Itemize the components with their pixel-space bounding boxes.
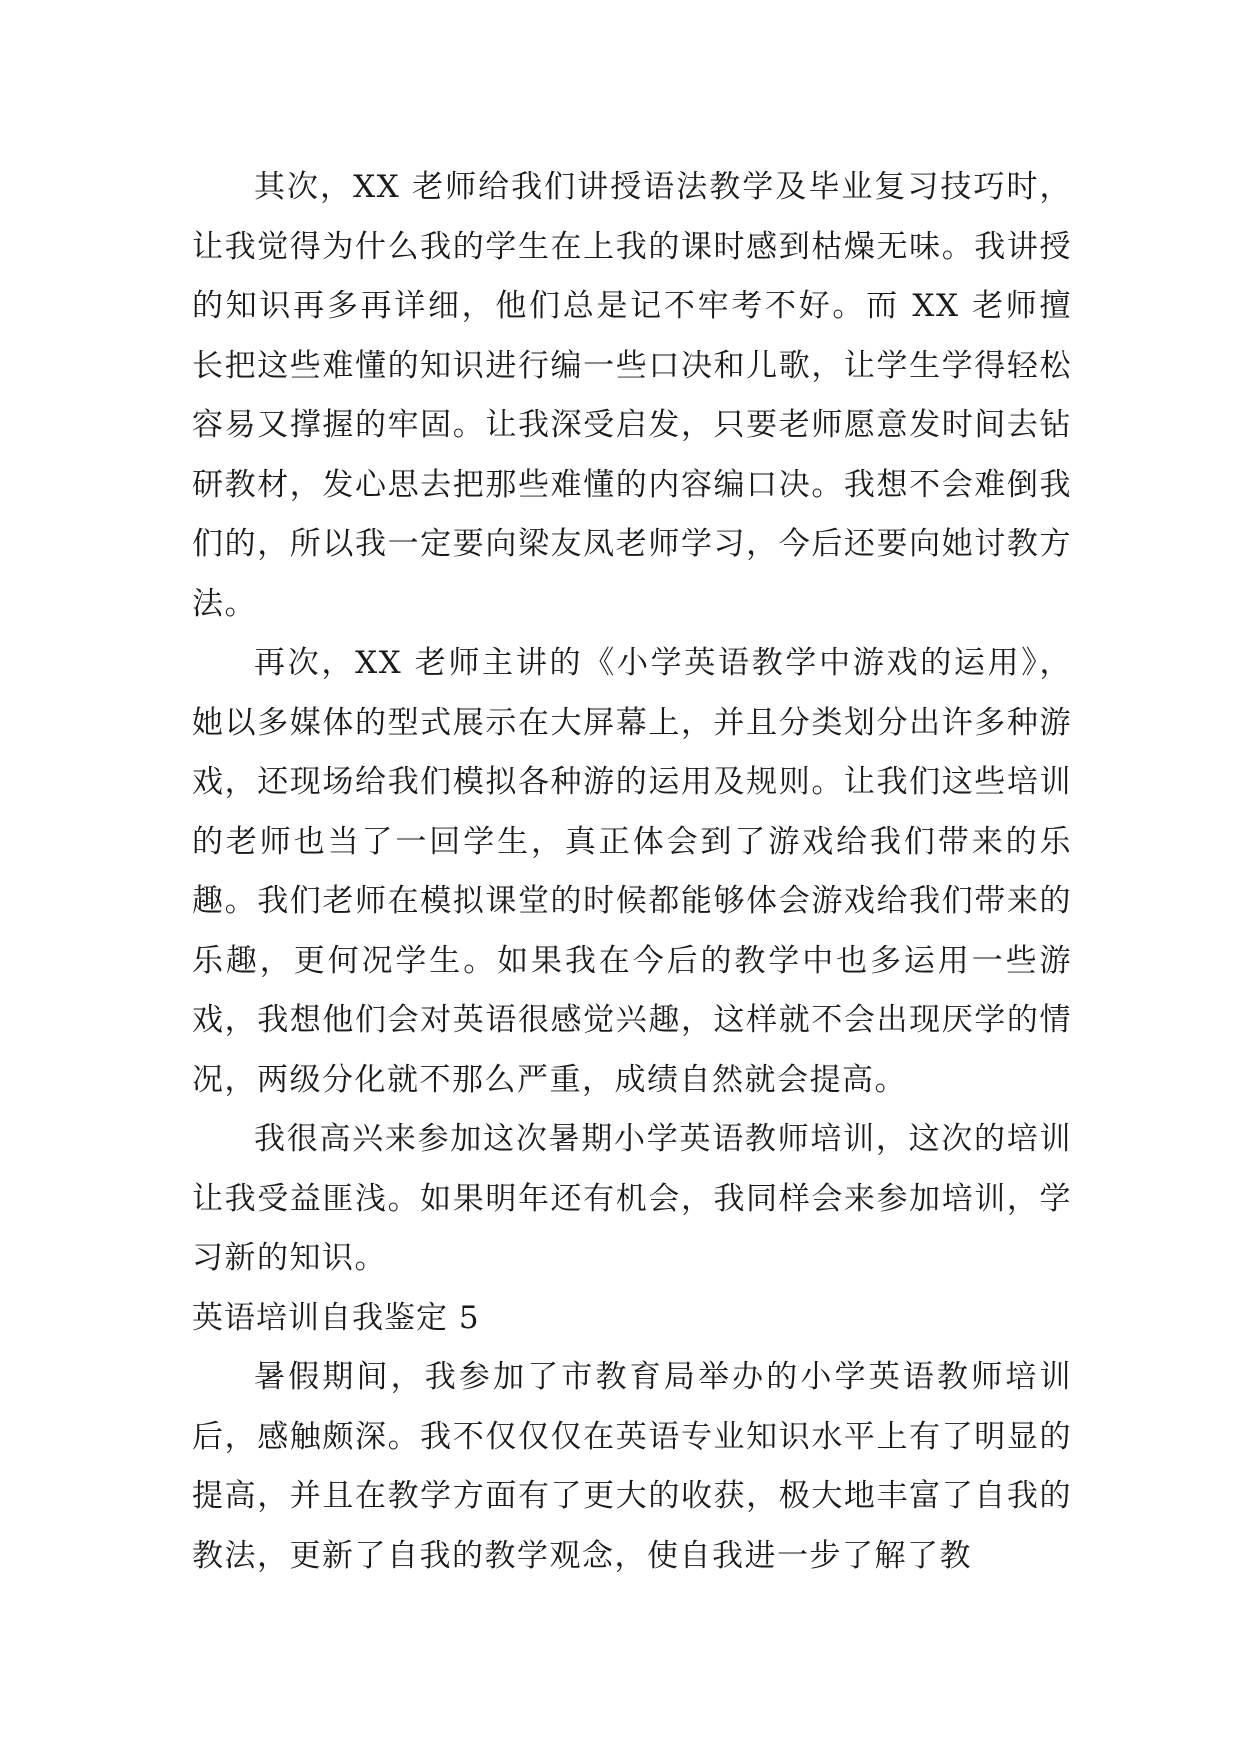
paragraph-game-teaching: 再次，XX 老师主讲的《小学英语教学中游戏的运用》，她以多媒体的型式展示在大屏幕上，并且分类划分出许多种游戏，还现场给我们模拟各种游的运用及规则。让我们这些培训的老师也当了一回学生，真正体会到了游戏给我们带来的乐趣。我们老师在模拟课堂的时候都能够体会游戏给我们带来的乐趣，更何况学生。如果我在今后的教学中也多运用一些游戏，我想他们会对英语很感觉兴趣，这样就不会出现厌学的情况，两级分化就不那么严重，成绩自然就会提高。 xyxy=(192,645,1072,1098)
paragraph-grammar-teaching: 其次，XX 老师给我们讲授语法教学及毕业复习技巧时，让我觉得为什么我的学生在上我的课时感到枯燥无味。我讲授的知识再多再详细，他们总是记不牢考不好。而 XX 老师擅长把这些难懂的知识进行编一些口决和儿歌，让学生学得轻松容易又撑握的牢固。让我深受启发，只要老师愿意发时间去钻研教材，发心思去把那些难懂的内容编口决。我想不会难倒我们的，所以我一定要向梁友凤老师学习，今后还要向她讨教方法。 xyxy=(192,169,1072,622)
paragraph-summer-training: 暑假期间，我参加了市教育局举办的小学英语教师培训后，感触颇深。我不仅仅仅在英语专业知识水平上有了明显的提高，并且在教学方面有了更大的收获，极大地丰富了自我的教法，更新了自我的教学观念，使自我进一步了解了教 xyxy=(192,1359,1072,1574)
document-body xyxy=(192,158,1072,1586)
paragraph-training-benefit: 我很高兴来参加这次暑期小学英语教师培训，这次的培训让我受益匪浅。如果明年还有机会，我同样会来参加培训，学习新的知识。 xyxy=(192,1121,1072,1276)
section-heading: 英语培训自我鉴定 5 xyxy=(192,1299,480,1336)
